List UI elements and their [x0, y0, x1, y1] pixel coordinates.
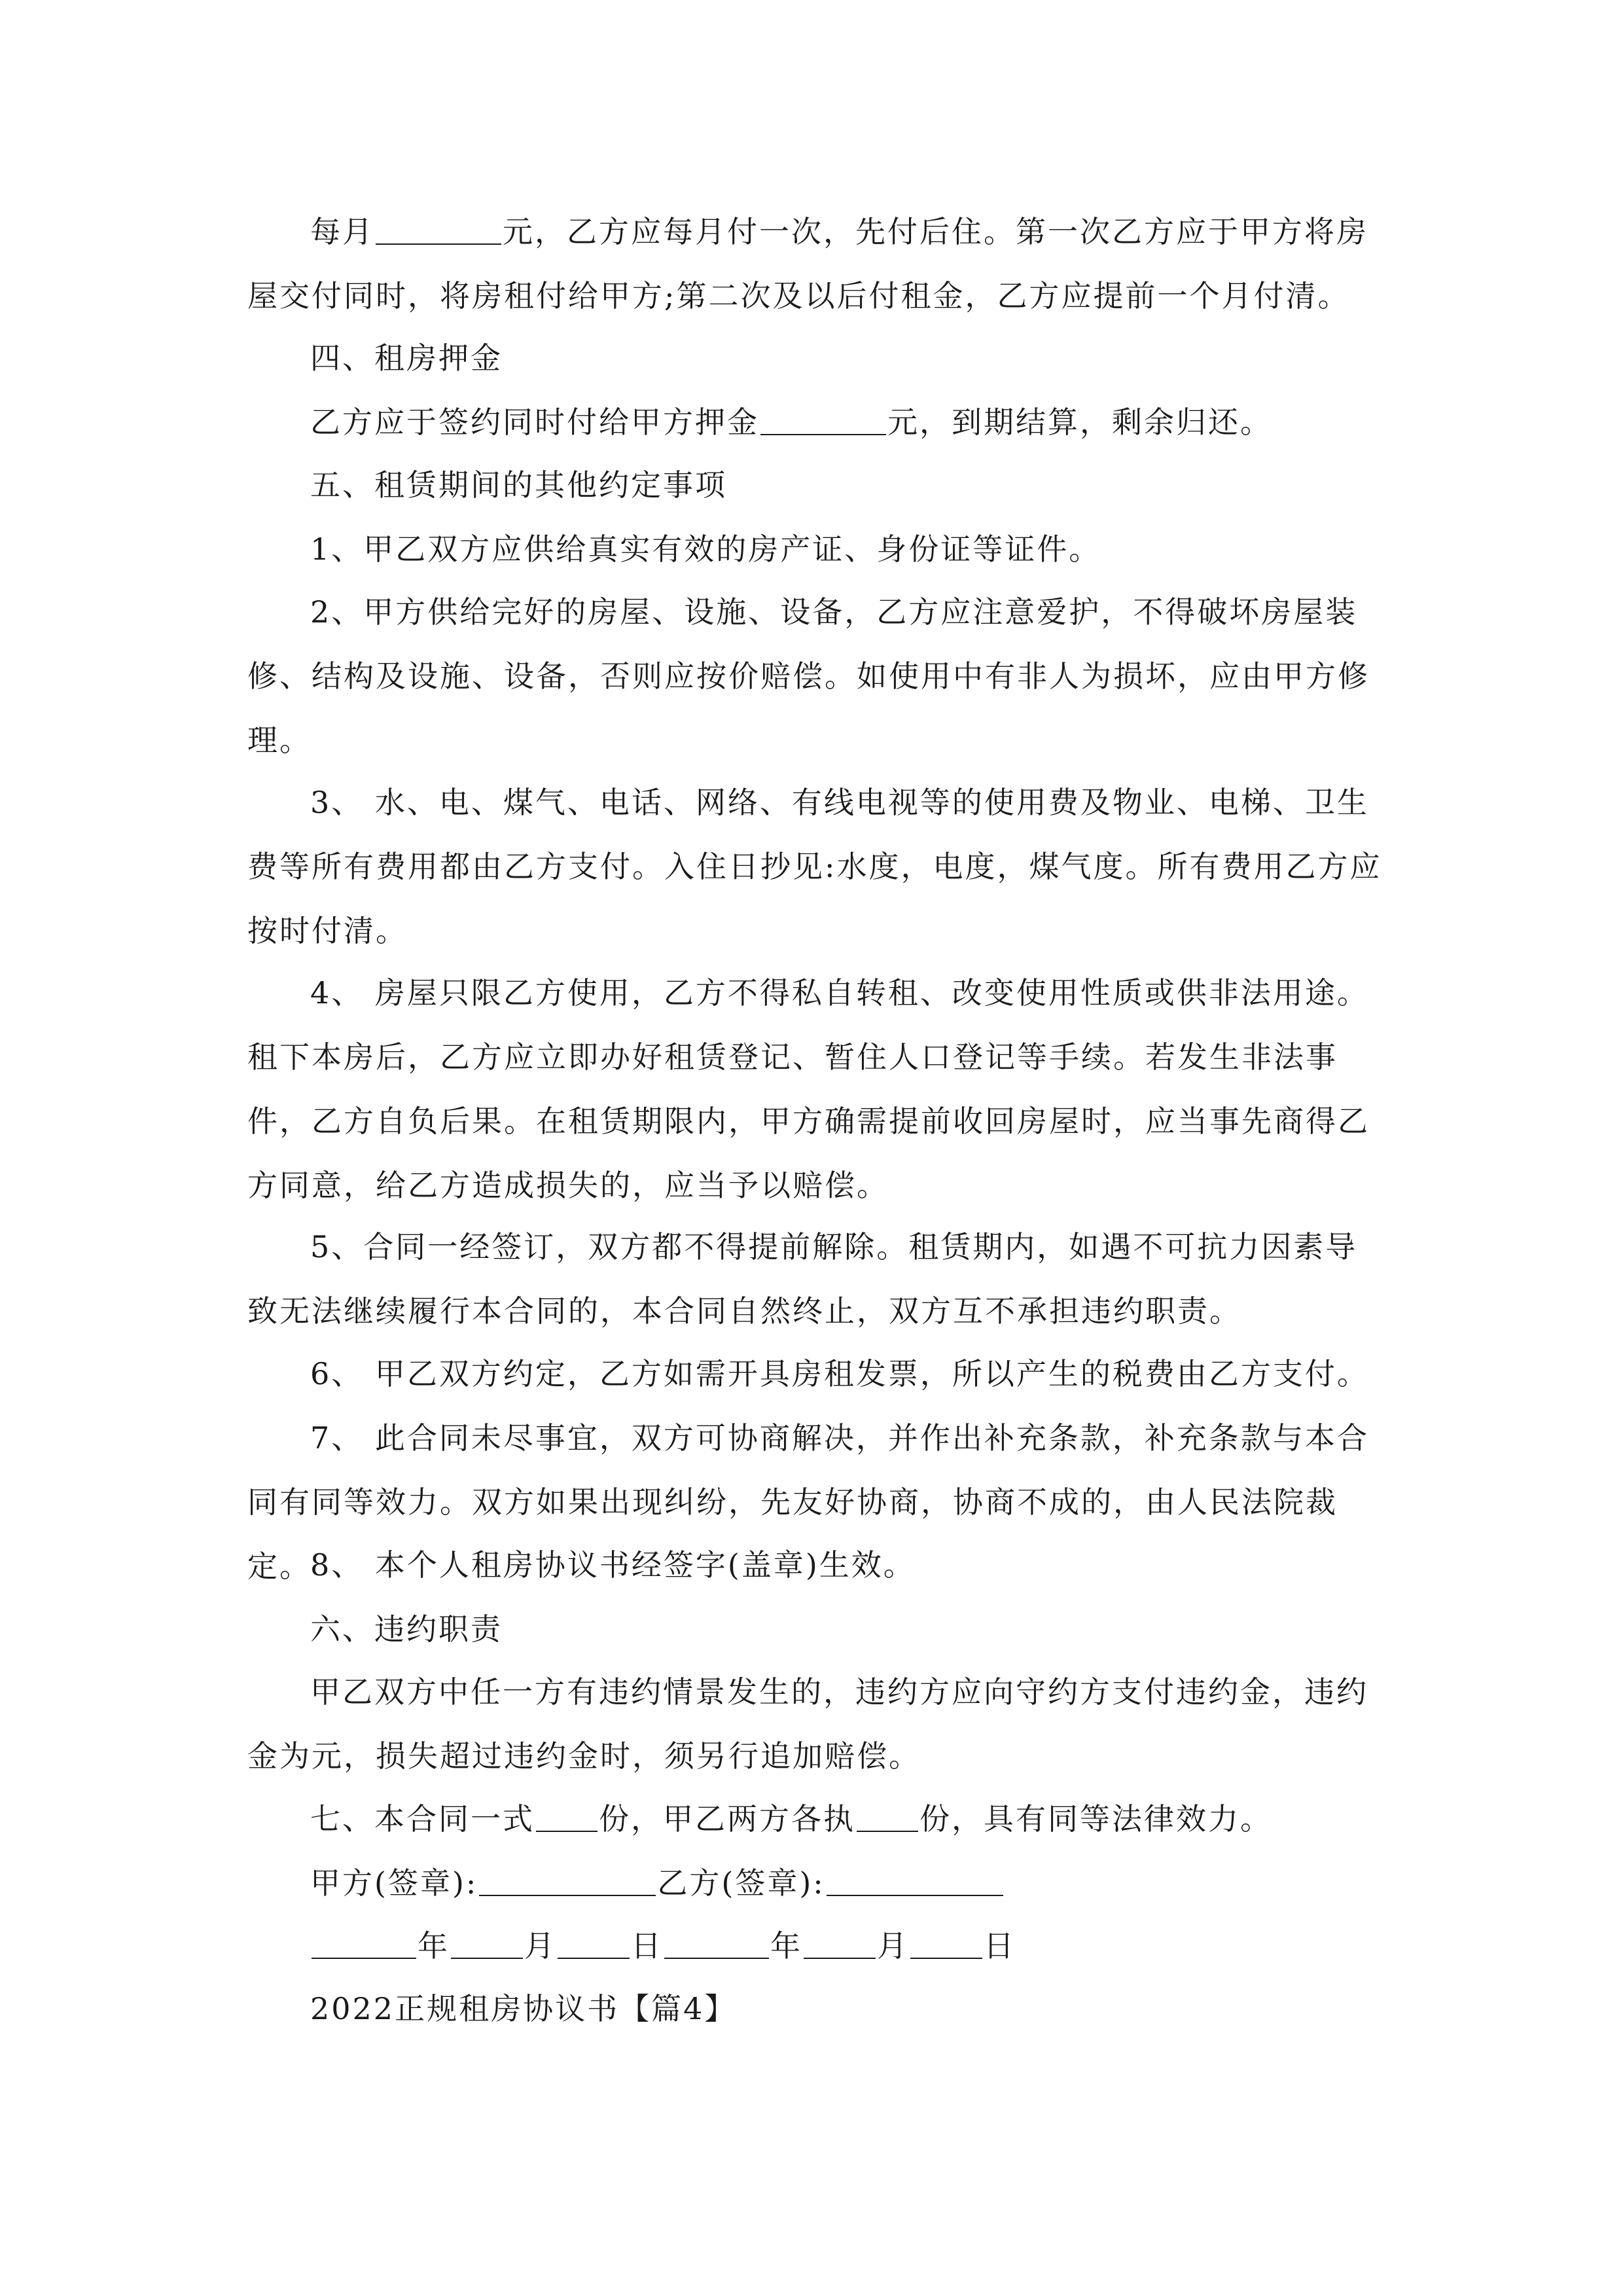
item-6: 6、 甲乙双方约定，乙方如需开具房租发票，所以产生的税费由乙方支付。	[310, 1356, 1369, 1391]
party-a-signature-label: 甲方(签章):	[310, 1865, 478, 1901]
section-4-title: 四、租房押金	[310, 340, 503, 376]
copies-each-blank	[857, 1801, 918, 1832]
party-a-year-blank	[312, 1928, 416, 1959]
section-5-title: 五、租赁期间的其他约定事项	[310, 467, 727, 503]
party-b-signature-label: 乙方(签章):	[657, 1865, 825, 1901]
deposit-paragraph	[247, 390, 1386, 454]
party-a-month-label: 月	[524, 1928, 556, 1964]
item-5: 5、合同一经签订，双方都不得提前解除。租赁期内，如遇不可抗力因素导致无法继续履行本合同的，本合同自然终止，双方互不承担违约职责。	[247, 1229, 1358, 1329]
party-b-month-label: 月	[877, 1928, 909, 1964]
rent-payment-text-1: 每月	[310, 214, 374, 249]
section-7-text-3: 份，具有同等法律效力。	[919, 1801, 1272, 1837]
section-7-text-1: 七、本合同一式	[310, 1801, 535, 1837]
item-8: 8、 本个人租房协议书经签字(盖章)生效。	[310, 1547, 916, 1583]
rent-payment-text-2: 元，乙方应每月付一次，先付后住。第一次乙方应于甲方将房屋交付同时，将房租付给甲方;第二次及以后付租金，乙方应提前一个月付清。	[247, 214, 1368, 314]
deposit-text-1: 乙方应于签约同时付给甲方押金	[310, 404, 759, 440]
party-a-day-label: 日	[631, 1928, 663, 1964]
party-b-day-blank	[910, 1928, 982, 1959]
section-6-title: 六、违约职责	[310, 1611, 503, 1647]
party-b-year-blank	[664, 1928, 769, 1959]
party-b-year-label: 年	[770, 1928, 802, 1964]
party-a-day-blank	[558, 1928, 630, 1959]
party-a-signature-blank	[479, 1865, 656, 1896]
deposit-text-2: 元，到期结算，剩余归还。	[887, 404, 1272, 440]
party-b-month-blank	[804, 1928, 876, 1959]
signature-line	[247, 1851, 1386, 1915]
item-4: 4、 房屋只限乙方使用，乙方不得私自转租、改变使用性质或供非法用途。租下本房后，乙方应立即办好租赁登记、暂住人口登记等手续。若发生非法事件，乙方自负后果。在租赁期限内，甲方确需提前收回房屋时，应当事先商得乙方同意，给乙方造成损失的，应当予以赔偿。	[247, 975, 1370, 1203]
rent-amount-blank	[376, 213, 501, 245]
item-3: 3、 水、电、煤气、电话、网络、有线电视等的使用费及物业、电梯、卫生费等所有费用都由乙方支付。入住日抄见:水度，电度，煤气度。所有费用乙方应按时付清。	[247, 785, 1382, 948]
item-1: 1、甲乙双方应供给真实有效的房产证、身份证等证件。	[310, 531, 1101, 567]
party-b-day-label: 日	[984, 1928, 1016, 1964]
section-7-text-2: 份，甲乙两方各执	[599, 1801, 855, 1837]
item-7: 7、 此合同未尽事宜，双方可协商解决，并作出补充条款，补充条款与本合同有同等效力。双方如果出现纠纷，先友好协商，协商不成的，由人民法院裁定。	[247, 1420, 1369, 1584]
next-section-title: 2022正规租房协议书【篇4】	[310, 1991, 737, 2026]
deposit-amount-blank	[760, 404, 886, 435]
item-2: 2、甲方供给完好的房屋、设施、设备，乙方应注意爱护，不得破坏房屋装修、结构及设施、设备，否则应按价赔偿。如使用中有非人为损坏，应由甲方修理。	[247, 594, 1370, 758]
section-7-paragraph	[247, 1787, 1386, 1851]
date-line	[247, 1914, 1386, 1978]
party-a-year-label: 年	[418, 1928, 450, 1964]
breach-paragraph: 甲乙双方中任一方有违约情景发生的，违约方应向守约方支付违约金，违约金为元，损失超过违约金时，须另行追加赔偿。	[247, 1674, 1368, 1774]
party-b-signature-blank	[827, 1865, 1003, 1896]
rent-payment-paragraph	[247, 200, 1386, 328]
copies-total-blank	[536, 1801, 597, 1832]
party-a-month-blank	[451, 1928, 523, 1959]
